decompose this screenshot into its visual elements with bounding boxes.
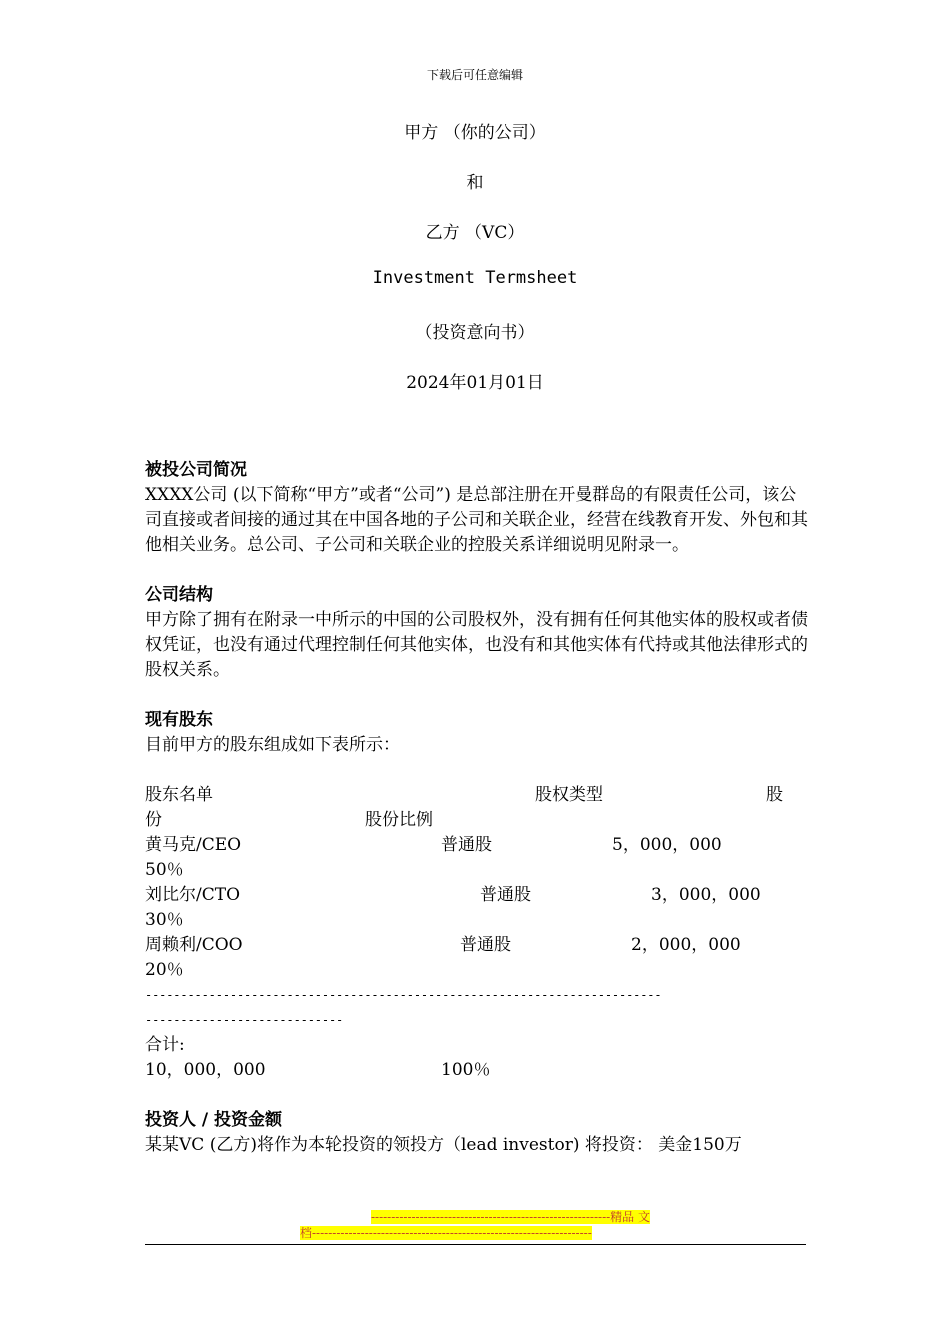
share-count: 2，000，000	[631, 935, 741, 955]
shareholder-name: 周赖利/COO	[145, 935, 243, 955]
share-count: 3，000，000	[651, 885, 761, 905]
title-chinese: （投资意向书）	[415, 323, 535, 343]
share-type: 普通股	[460, 935, 511, 955]
header-note: 下载后可任意编辑	[426, 68, 523, 82]
structure-text: 甲方除了拥有在附录一中所示的中国的公司股权外，没有拥有任何其他实体的股权或者债权凭证，也没有通过代理控制任何其他实体，也没有和其他实体有代持或其他法律形式的股权关系。	[145, 610, 808, 680]
shareholder-name: 刘比尔/CTO	[145, 885, 241, 905]
dashed-divider-line2: ----------------------------	[145, 1013, 344, 1027]
footer-rule	[145, 1244, 806, 1245]
table-row	[145, 933, 810, 958]
total-row	[145, 1058, 810, 1083]
document-body	[145, 458, 810, 1158]
total-label-row	[145, 1033, 810, 1058]
table-header-row-cont	[145, 808, 810, 833]
footer-line2: 档---------------------------------------------------------------------	[300, 1226, 592, 1240]
header-ratio: 股份比例	[365, 810, 433, 830]
footer-line1: -----------------------------------------------------------精品 文	[370, 1210, 650, 1224]
share-type: 普通股	[441, 835, 492, 855]
dashed-divider-line1: -------------------------------------------------------------------------	[145, 988, 662, 1002]
table-row-cont	[145, 908, 810, 933]
table-header-row	[145, 783, 810, 808]
table-row	[145, 833, 810, 858]
table-row	[145, 883, 810, 908]
title-english: Investment Termsheet	[372, 268, 578, 288]
share-ratio: 50％	[145, 860, 184, 880]
and-line: 和	[466, 173, 484, 193]
dashed-divider	[145, 983, 810, 1008]
shareholder-name: 黄马克/CEO	[145, 835, 242, 855]
section-title-company-overview: 被投公司简况	[145, 460, 247, 480]
share-count: 5，000，000	[612, 835, 722, 855]
header-name: 股东名单	[145, 785, 213, 805]
dashed-divider-cont	[145, 1008, 810, 1033]
section-title-shareholders: 现有股东	[145, 710, 213, 730]
company-overview-text: XXXX公司 (以下简称“甲方”或者“公司”) 是总部注册在开曼群岛的有限责任公司，该公司直接或者间接的通过其在中国各地的子公司和关联企业，经营在线教育开发、外包和其他相关业务。总公司、子公司和关联企业的控股关系详细说明见附录一。	[145, 485, 808, 555]
table-row-cont	[145, 958, 810, 983]
header-shares-cont: 份	[145, 810, 162, 830]
share-type: 普通股	[480, 885, 531, 905]
party-a-line: 甲方 （你的公司）	[404, 123, 546, 143]
share-ratio: 30％	[145, 910, 184, 930]
investor-text: 某某VC (乙方)将作为本轮投资的领投方（lead investor) 将投资： 美金150万	[145, 1135, 742, 1155]
total-ratio: 100％	[441, 1060, 491, 1080]
footer-watermark	[300, 1209, 650, 1241]
document-date: 2024年01月01日	[406, 373, 544, 393]
total-shares: 10，000，000	[145, 1060, 266, 1080]
total-label: 合计:	[145, 1035, 185, 1055]
section-title-investor: 投资人 / 投资金额	[145, 1110, 283, 1130]
party-b-line: 乙方 （VC）	[425, 223, 525, 243]
share-ratio: 20％	[145, 960, 184, 980]
table-row-cont	[145, 858, 810, 883]
section-title-structure: 公司结构	[145, 585, 213, 605]
header-type: 股权类型	[535, 785, 603, 805]
shareholders-intro: 目前甲方的股东组成如下表所示：	[145, 735, 400, 755]
header-shares: 股	[766, 785, 783, 805]
